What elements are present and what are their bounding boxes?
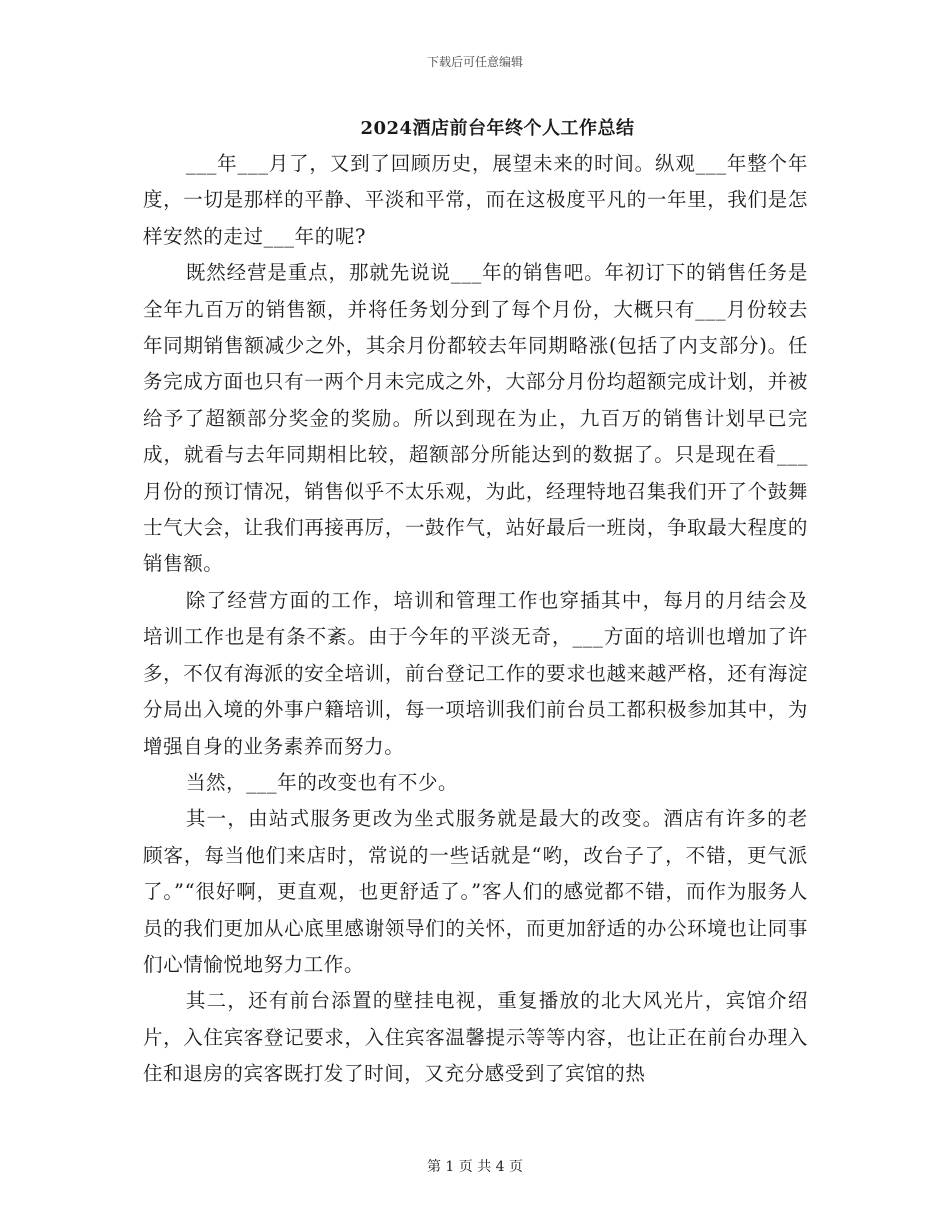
document-title: 2024酒店前台年终个人工作总结 [360,118,635,139]
header-note: 下载后可任意编辑 [426,55,523,69]
paragraph: 除了经营方面的工作，培训和管理工作也穿插其中，每月的月结会及培训工作也是有条不紊。由于今年的平淡无奇，___方面的培训也增加了许多，不仅有海派的安全培训，前台登记工作的要求也越来越严格，还有海淀分局出入境的外事户籍培训，每一项培训我们前台员工都积极参加其中，为增强自身的业务素养而努力。 [143,588,808,758]
paragraph: ___年___月了，又到了回顾历史，展望未来的时间。纵观___年整个年度，一切是那样的平静、平淡和平常，而在这极度平凡的一年里，我们是怎样安然的走过___年的呢? [143,152,808,248]
page-number: 第 1 页 共 4 页 [426,1159,524,1175]
paragraph: 其二，还有前台添置的壁挂电视，重复播放的北大风光片，宾馆介绍片，入住宾客登记要求，入住宾客温馨提示等等内容，也让正在前台办理入住和退房的宾客既打发了时间，又充分感受到了宾馆的热 [143,989,808,1086]
paragraph: 其一，由站式服务更改为坐式服务就是最大的改变。酒店有许多的老顾客，每当他们来店时，常说的一些话就是“哟，改台子了，不错，更气派了。”“很好啊，更直观，也更舒适了。”客人们的感觉都不错，而作为服务人员的我们更加从心底里感谢领导们的关怀，而更加舒适的办公环境也让同事们心情愉悦地努力工作。 [143,807,808,976]
paragraph: 当然，___年的改变也有不少。 [185,770,459,794]
document-body [143,146,808,1093]
paragraph: 既然经营是重点，那就先说说___年的销售吧。年初订下的销售任务是全年九百万的销售额，并将任务划分到了每个月份，大概只有___月份较去年同期销售额减少之外，其余月份都较去年同期略涨(包括了内支部分)。任务完成方面也只有一两个月未完成之外，大部分月份均超额完成计划，并被给予了超额部分奖金的奖励。所以到现在为止，九百万的销售计划早已完成，就看与去年同期相比较，超额部分所能达到的数据了。只是现在看___月份的预订情况，销售似乎不太乐观，为此，经理特地召集我们开了个鼓舞士气大会，让我们再接再厉，一鼓作气，站好最后一班岗，争取最大程度的销售额。 [143,261,808,576]
